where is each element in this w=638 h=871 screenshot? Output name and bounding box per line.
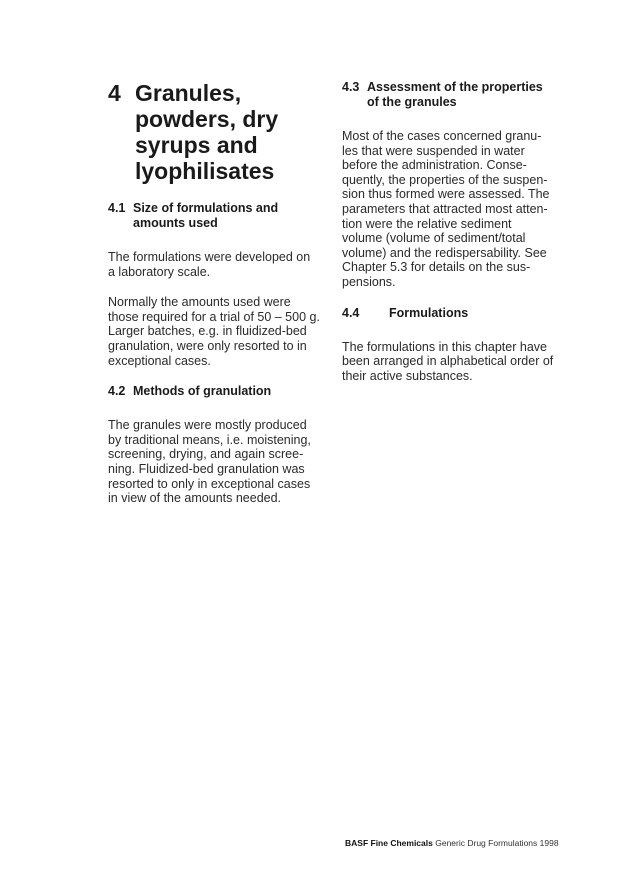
section-title-line: amounts used [133,216,218,230]
section-title-line: Methods of granulation [133,384,272,399]
section-number: 4.1 [108,201,126,215]
text-line: exceptional cases. [108,353,211,368]
section-number: 4.3 [342,80,360,94]
paragraph [342,129,562,290]
chapter-title-line: lyophilisates [135,158,275,184]
paragraph [342,340,562,384]
text-line: a laboratory scale. [108,264,211,279]
section-heading-4-3 [342,80,562,110]
section-number: 4.2 [108,384,126,399]
text-line: Larger batches, e.g. in fluidized-bed [108,324,307,339]
section-heading-4-4 [342,306,562,321]
chapter-title-line: Granules, [135,80,242,106]
text-line: The formulations were developed on [108,250,311,264]
chapter-number: 4 [108,80,121,106]
text-line: volume (volume of sediment/total [342,231,526,246]
paragraph [108,418,323,506]
text-line: those required for a trial of 50 – 500 g. [108,309,320,324]
chapter-title [108,80,323,184]
section-heading-4-2 [108,384,323,399]
section-title-line: Size of formulations and [133,201,279,215]
section-title [133,201,323,231]
footer-text: Generic Drug Formulations 1998 [435,838,559,848]
text-line: Most of the cases concerned granu- [342,129,542,143]
text-line: pensions. [342,274,396,289]
text-line: before the administration. Conse- [342,158,527,173]
chapter-title-line: syrups and [135,132,258,158]
section-title-line: Formulations [389,305,469,320]
text-line: The granules were mostly produced [108,418,307,433]
text-line: parameters that attracted most atten- [342,201,548,216]
section-title [389,306,562,321]
section-heading-4-1 [108,201,323,231]
text-line: their active substances. [342,368,473,383]
section-title [133,384,323,399]
footer-brand: BASF Fine Chemicals [345,838,433,848]
section-title-line: Assessment of the properties [367,80,543,94]
text-line: The formulations in this chapter have [342,339,547,354]
chapter-title-text [135,80,323,184]
text-line: been arranged in alphabetical order of [342,354,554,369]
chapter-title-line: powders, dry [135,106,279,132]
text-line: tion were the relative sediment [342,216,512,231]
text-line: resorted to only in exceptional cases [108,476,311,491]
section-title-line: of the granules [367,95,457,109]
text-line: screening, drying, and again scree- [108,447,304,462]
right-column [342,80,562,383]
text-line: in view of the amounts needed. [108,491,282,506]
paragraph [108,250,323,279]
text-line: les that were suspended in water [342,143,525,158]
text-line: granulation, were only resorted to in [108,338,307,353]
text-line: Chapter 5.3 for details on the sus- [342,260,531,275]
section-title [367,80,562,110]
text-line: volume) and the redispersability. See [342,245,547,260]
text-line: by traditional means, i.e. moistening, [108,432,311,447]
text-line: sion thus formed were assessed. The [342,187,550,202]
section-number: 4.4 [342,305,360,320]
paragraph [108,295,323,368]
page-footer [345,838,559,848]
left-column [108,80,323,506]
text-line: quently, the properties of the suspen- [342,172,548,187]
text-line: ning. Fluidized-bed granulation was [108,461,305,476]
text-line: Normally the amounts used were [108,295,291,310]
